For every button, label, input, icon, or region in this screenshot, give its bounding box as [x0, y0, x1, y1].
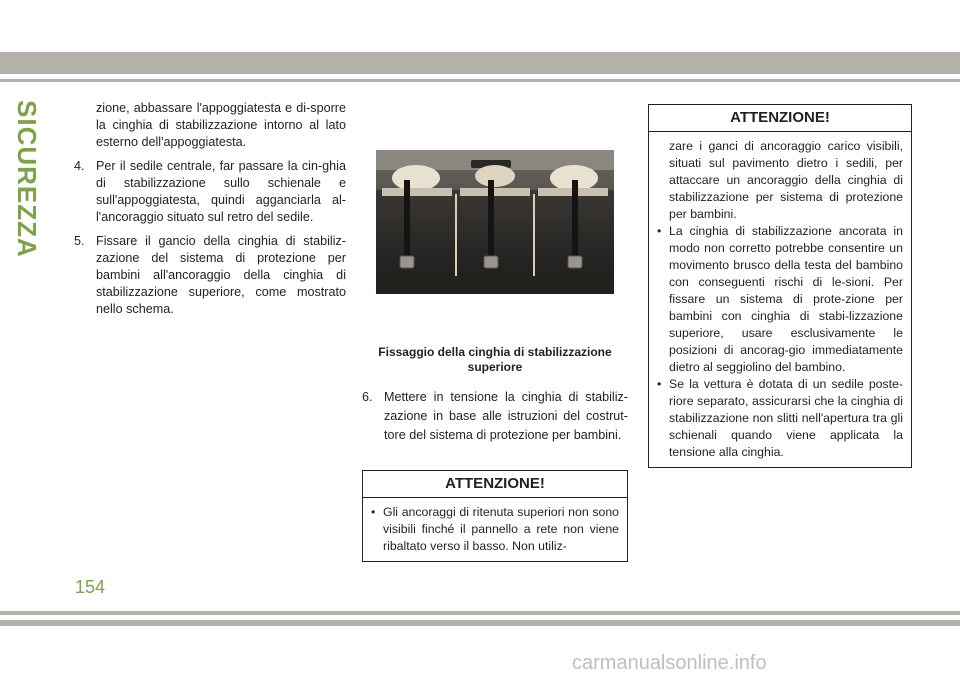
- bullet-icon: •: [371, 505, 376, 519]
- bullet-text: La cinghia di stabilizzazione ancorata in modo non corretto potrebbe consentire un movimento brusco della testa del bambino con conseguenti rischi di le-sioni. Per fissare un sistema di prote-zione per bambini con cinghia di stabi-lizzazione superiore, usare esclusivamente le posizioni di ancorag-gio immediatamente dietro al seggiolino del bambino.: [669, 224, 903, 374]
- tether-strap-photo: [376, 150, 614, 294]
- footer-rule: [0, 611, 960, 615]
- watermark-text: carmanualsonline.info: [572, 652, 767, 674]
- footer-band: [0, 620, 960, 626]
- warning-bullet: [371, 504, 619, 555]
- step-number: 6.: [362, 390, 373, 404]
- warning-title: ATTENZIONE!: [649, 105, 911, 132]
- section-label-text: SICUREZZA: [12, 100, 42, 258]
- step-item: [74, 233, 346, 318]
- continuation-paragraph: zione, abbassare l'appoggiatesta e di-sporre la cinghia di stabilizzazione intorno al lato esterno dell'appoggiatesta.: [96, 101, 346, 149]
- warning-continuation: zare i ganci di ancoraggio carico visibili, situati sul pavimento dietro i sedili, per attaccare un ancoraggio della cinghia di stabilizzazione per sistema di protezione per bambini.: [669, 139, 903, 221]
- left-column: [74, 100, 346, 325]
- bullet-icon: •: [657, 377, 662, 391]
- bullet-text: Se la vettura è dotata di un sedile poste-riore separato, assicurarsi che la cinghia di stabilizzazione non slitti nell'apertura tra gli schienali quando viene applicata la tensione alla cinghia.: [669, 377, 903, 459]
- warning-box: [362, 470, 628, 562]
- step-number: 4.: [74, 159, 85, 173]
- step-text: Fissare il gancio della cinghia di stabiliz-zazione del sistema di protezione per bambini all'ancoraggio della cinghia di stabilizzazione superiore, come mostrato nello schema.: [96, 234, 346, 316]
- bullet-text: Gli ancoraggi di ritenuta superiori non sono visibili finché il pannello a rete non viene ribaltato verso il basso. Non utiliz-: [383, 505, 619, 553]
- step-item: [74, 158, 346, 226]
- section-side-label: [8, 100, 44, 258]
- step-text: Per il sedile centrale, far passare la cin-ghia di stabilizzazione sullo schienale e sull'appoggiatesta, quindi agganciarla al-l'ancoraggio situato sul retro del sedile.: [96, 159, 346, 224]
- warning-box-continued: [648, 104, 912, 468]
- warning-body: [649, 132, 911, 467]
- page-number: 154: [75, 577, 106, 597]
- step-item: [362, 388, 628, 445]
- figure-caption: Fissaggio della cinghia di stabilizzazione superiore: [378, 345, 612, 374]
- header-rule: [0, 79, 960, 82]
- warning-body: [363, 498, 627, 561]
- warning-bullet: [657, 223, 903, 376]
- bullet-icon: •: [657, 224, 662, 238]
- warning-title: ATTENZIONE!: [363, 471, 627, 498]
- warning-bullet: [657, 376, 903, 461]
- header-band: [0, 52, 960, 74]
- step-number: 5.: [74, 234, 85, 248]
- step-text: Mettere in tensione la cinghia di stabiliz-zazione in base alle istruzioni del costrut-tore del sistema di protezione per bambini.: [384, 390, 628, 442]
